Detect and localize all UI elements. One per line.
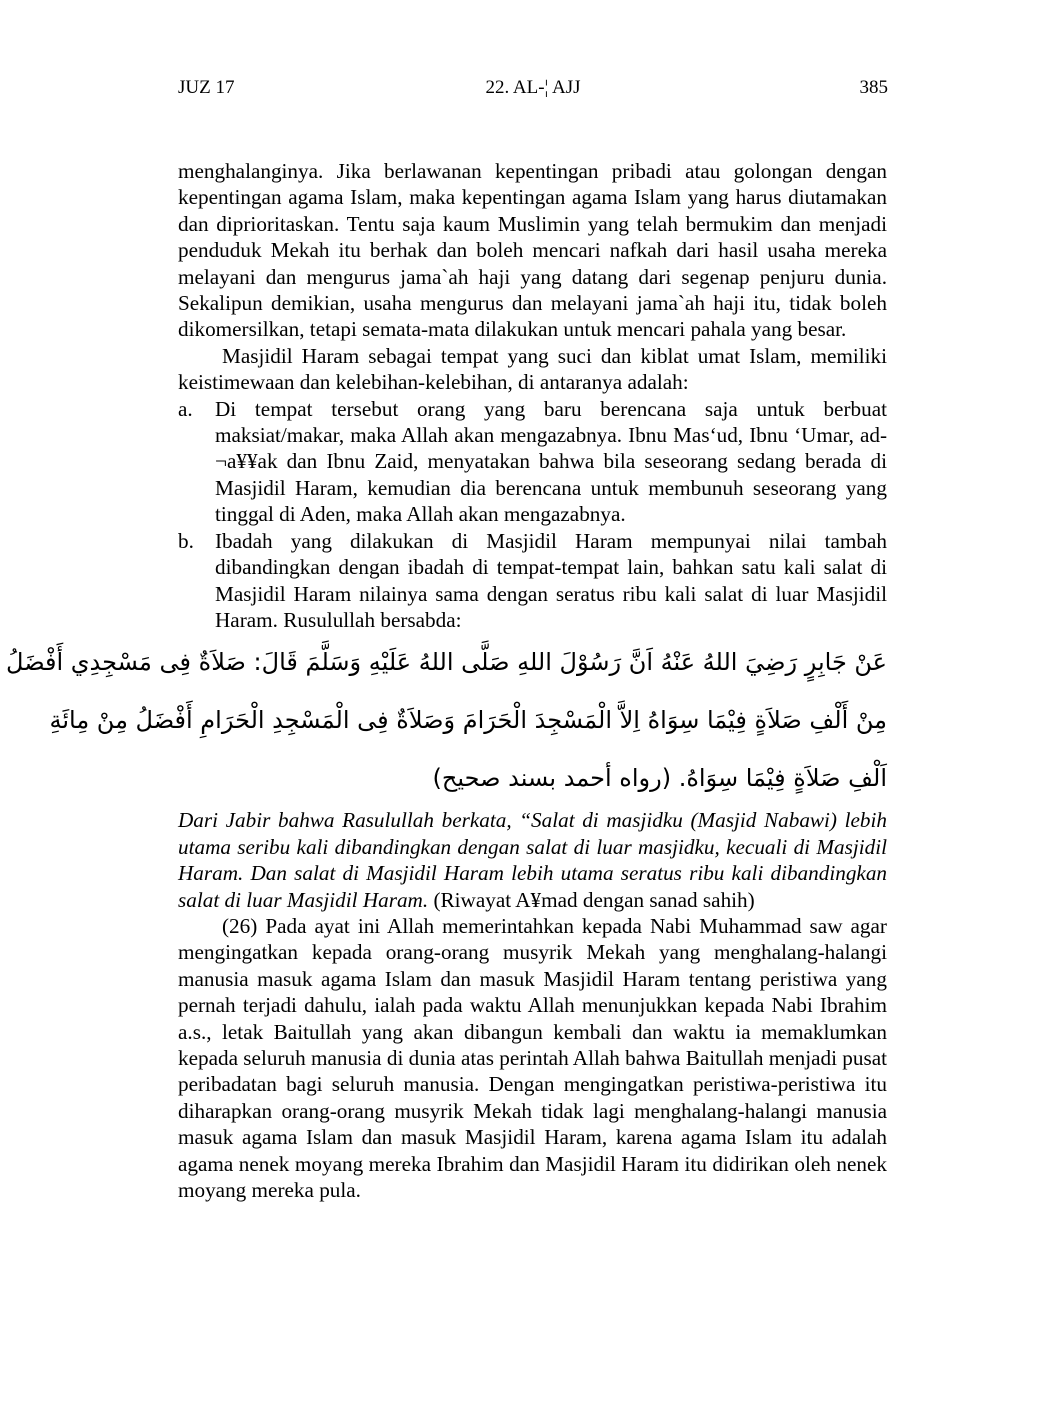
running-header	[178, 76, 888, 102]
hadith-arabic-line-2: مِنْ أَلْفِ صَلاَةٍ فِيْمَا سِوَاهُ اِلاَّ الْمَسْجِدَ الْحَرَامَ وَصَلاَةٌ فِى الْمَسْجِدِ الْحَرَامِ أَفْضَلُ مِنْ مِائَةِ	[49, 706, 887, 735]
list-item-a	[178, 396, 887, 528]
hadith-translation	[178, 807, 887, 913]
surah-title: 22. AL-¦ AJJ	[485, 77, 581, 98]
hadith-arabic	[6, 633, 887, 807]
paragraph-1: menghalanginya. Jika berlawanan kepentingan pribadi atau golongan dengan kepentingan agama Islam, maka kepentingan agama Islam yang harus diutamakan dan diprioritaskan. Tentu saja kaum Muslimin yang telah bermukim dan menjadi penduduk Mekah itu berhak dan boleh mencari nafkah dari hasil usaha mereka melayani dan mengurus jama`ah haji yang datang dari segenap penjuru dunia. Sekalipun demikian, usaha mengurus dan melayani jama`ah haji itu, tidak boleh dikomersilkan, tetapi semata-mata dilakukan untuk mencari pahala yang besar.	[178, 159, 887, 342]
list-item-text: Ibadah yang dilakukan di Masjidil Haram mempunyai nilai tambah dibandingkan dengan ibadah di tempat-tempat lain, bahkan satu kali salat di Masjidil Haram nilainya sama dengan seratus ribu kali salat di luar Masjidil Haram. Rusulullah bersabda:	[215, 528, 887, 632]
hadith-arabic-line-1: عَنْ جَابِرٍ رَضِيَ اللهُ عَنْهُ اَنَّ رَسُوْلَ اللهِ صَلَّى اللهُ عَلَيْهِ وَسَلَّمَ قَالَ: صَلاَةٌ فِى مَسْجِدِي أَفْضَلُ	[6, 648, 887, 677]
list-marker: a.	[178, 396, 193, 421]
paragraph-commentary-26: (26) Pada ayat ini Allah memerintahkan kepada Nabi Muhammad saw agar mengingatkan kepada orang-orang musyrik Mekah yang menghalang-halangi manusia masuk agama Islam dan masuk Masjidil Haram tentang peristiwa yang pernah terjadi dahulu, ialah pada waktu Allah menunjukkan kepada Nabi Ibrahim a.s., letak Baitullah yang akan dibangun kembali dan waktu ia memaklumkan kepada seluruh manusia di dunia atas perintah Allah bahwa Baitullah menjadi pusat peribadatan bagi seluruh manusia. Dengan mengingatkan peristiwa-peristiwa itu diharapkan orang-orang musyrik Mekah tidak lagi menghalang-halangi manusia masuk agama Islam dan masuk Masjidil Haram, karena agama Islam itu adalah agama nenek moyang mereka Ibrahim dan Masjidil Haram itu didirikan oleh nenek moyang mereka pula.	[178, 913, 887, 1202]
juz-label: JUZ 17	[178, 77, 235, 98]
list-item-text: Di tempat tersebut orang yang baru berencana saja untuk berbuat maksiat/makar, maka Allah akan mengazabnya. Ibnu Mas‘ud, Ibnu ‘Umar, ad-¬a¥¥ak dan Ibnu Zaid, menyatakan bahwa bila seseorang sedang berada di Masjidil Haram, kemudian dia berencana untuk membunuh seseorang yang tinggal di Aden, maka Allah akan mengazabnya.	[215, 396, 887, 527]
list-marker: b.	[178, 528, 194, 553]
translation-source: (Riwayat A¥mad dengan sanad sahih)	[428, 887, 755, 912]
paragraph-2: Masjidil Haram sebagai tempat yang suci dan kiblat umat Islam, memiliki keistimewaan dan kelebihan-kelebihan, di antaranya adalah:	[178, 343, 887, 395]
page-number: 385	[859, 77, 888, 98]
body-text	[6, 158, 887, 1203]
list-item-b	[178, 528, 887, 634]
hadith-arabic-line-3: اَلْفِ صَلاَةٍ فِيْمَا سِوَاهُ. (رواه أحمد بسند صحيح)	[432, 764, 887, 793]
translation-italic: Dari Jabir bahwa Rasulullah berkata, “Salat di masjidku (Masjid Nabawi) lebih utama seribu kali dibandingkan dengan salat di luar masjidku, kecuali di Masjidil Haram. Dan salat di Masjidil Haram lebih utama seratus ribu kali dibandingkan salat di luar Masjidil Haram.	[178, 808, 887, 912]
